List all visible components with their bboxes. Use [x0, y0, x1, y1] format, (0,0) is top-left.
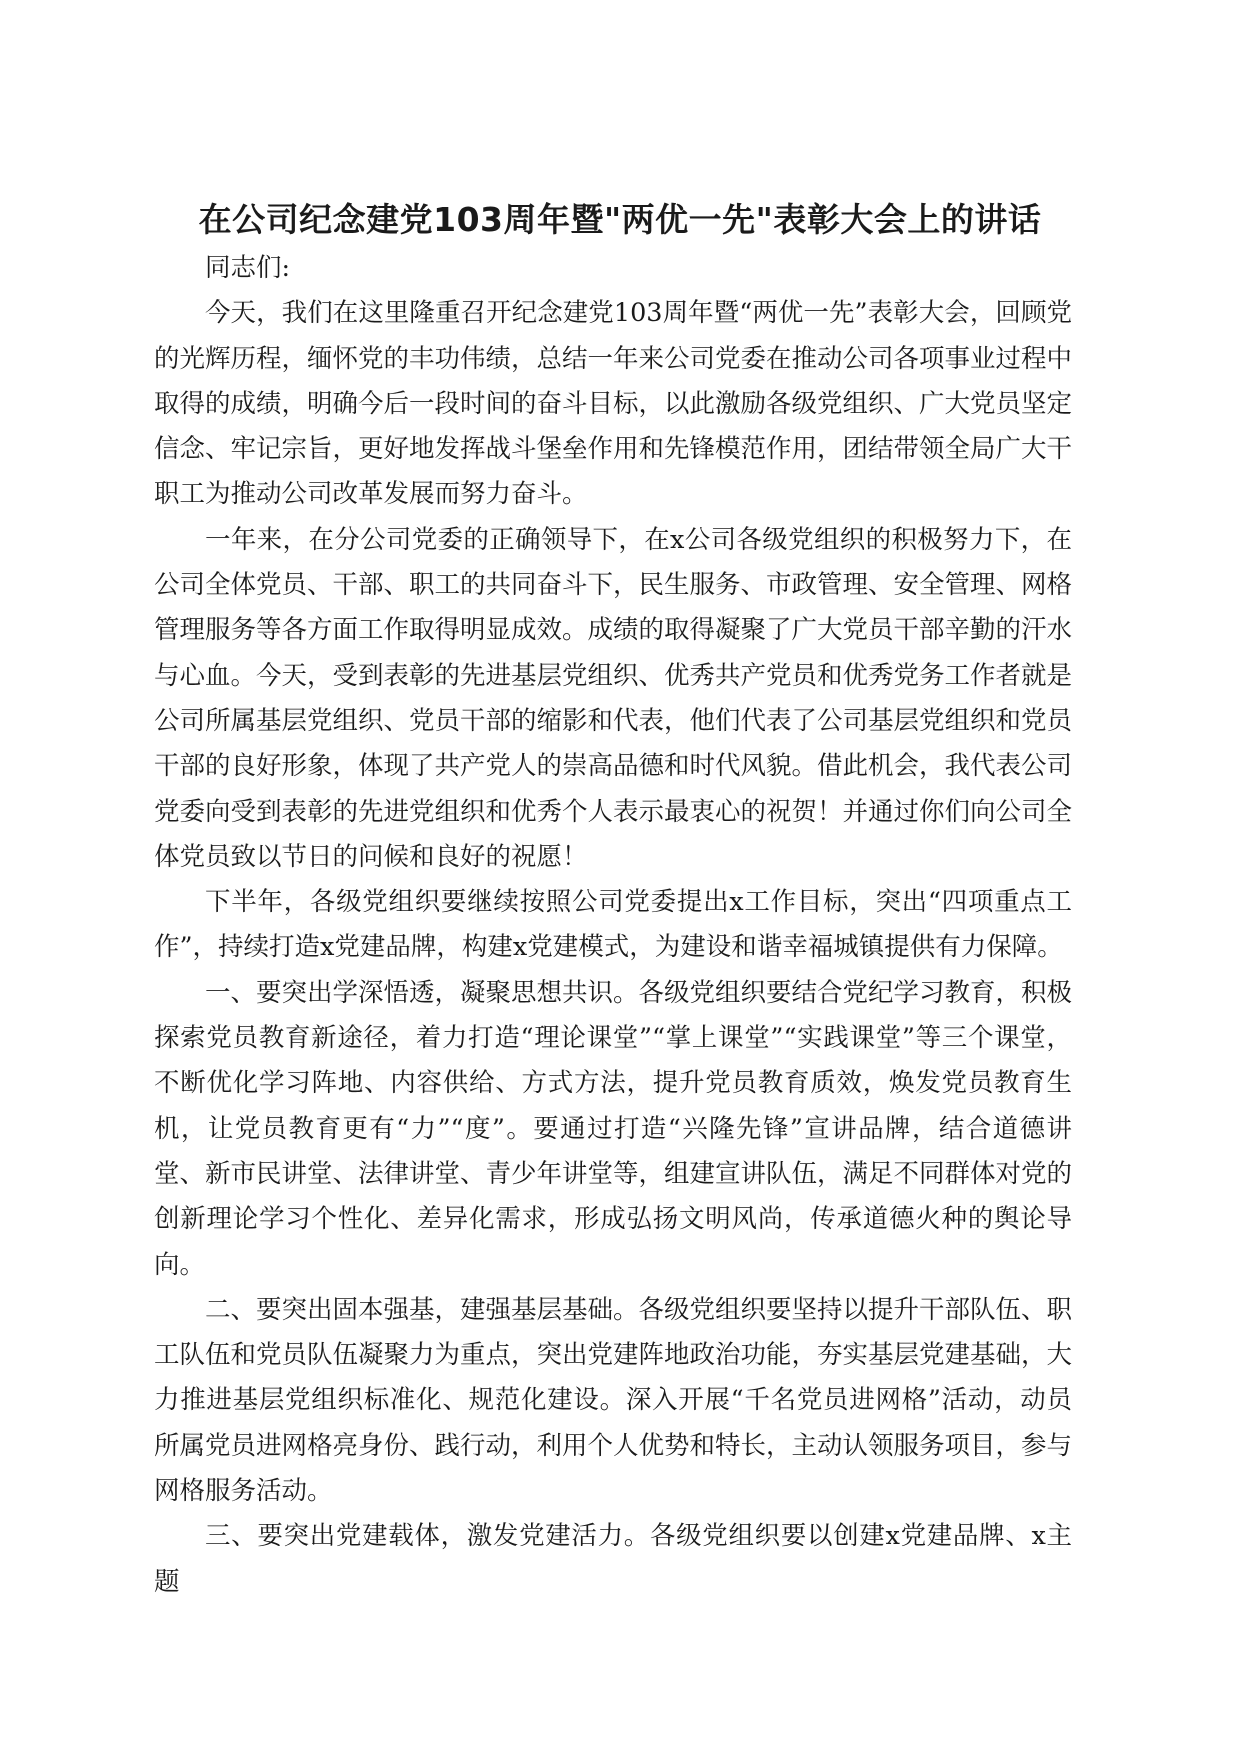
salutation: 同志们: [205, 253, 291, 283]
document-body [154, 246, 1072, 1605]
paragraph-point-three: 三、要突出党建载体，激发党建活力。各级党组织要以创建x党建品牌、x主题 [154, 1521, 1072, 1597]
paragraph-point-two: 二、要突出固本强基，建强基层基础。各级党组织要坚持以提升干部队伍、职工队伍和党员队伍凝聚力为重点，突出党建阵地政治功能，夯实基层党建基础，大力推进基层党组织标准化、规范化建设。深入开展“千名党员进网格”活动，动员所属党员进网格亮身份、践行动，利用个人优势和特长，主动认领服务项目，参与网格服务活动。 [154, 1294, 1073, 1507]
paragraph-opening: 今天，我们在这里隆重召开纪念建党103周年暨“两优一先”表彰大会，回顾党的光辉历程，缅怀党的丰功伟绩，总结一年来公司党委在推动公司各项事业过程中取得的成绩，明确今后一段时间的奋斗目标，以此激励各级党组织、广大党员坚定信念、牢记宗旨，更好地发挥战斗堡垒作用和先锋模范作用，团结带领全局广大干职工为推动公司改革发展而努力奋斗。 [154, 298, 1073, 510]
document-title: 在公司纪念建党103周年暨"两优一先"表彰大会上的讲话 [198, 200, 1042, 239]
paragraph-achievements: 一年来，在分公司党委的正确领导下，在x公司各级党组织的积极努力下，在公司全体党员、干部、职工的共同奋斗下，民生服务、市政管理、安全管理、网格管理服务等各方面工作取得明显成效。成绩的取得凝聚了广大党员干部辛勤的汗水与心血。今天，受到表彰的先进基层党组织、优秀共产党员和优秀党务工作者就是公司所属基层党组织、党员干部的缩影和代表，他们代表了公司基层党组织和党员干部的良好形象，体现了共产党人的崇高品德和时代风貌。借此机会，我代表公司党委向受到表彰的先进党组织和优秀个人表示最衷心的祝贺！并通过你们向公司全体党员致以节日的问候和良好的祝愿！ [154, 524, 1073, 872]
paragraph-point-one: 一、要突出学深悟透，凝聚思想共识。各级党组织要结合党纪学习教育，积极探索党员教育新途径，着力打造“理论课堂”“掌上课堂”“实践课堂”等三个课堂，不断优化学习阵地、内容供给、方式方法，提升党员教育质效，焕发党员教育生机，让党员教育更有“力”“度”。要通过打造“兴隆先锋”宣讲品牌，结合道德讲堂、新市民讲堂、法律讲堂、青少年讲堂等，组建宣讲队伍，满足不同群体对党的创新理论学习个性化、差异化需求，形成弘扬文明风尚，传承道德火种的舆论导向。 [154, 977, 1073, 1280]
paragraph-second-half-goals: 下半年，各级党组织要继续按照公司党委提出x工作目标，突出“四项重点工作”，持续打造x党建品牌，构建x党建模式，为建设和谐幸福城镇提供有力保障。 [154, 887, 1072, 963]
